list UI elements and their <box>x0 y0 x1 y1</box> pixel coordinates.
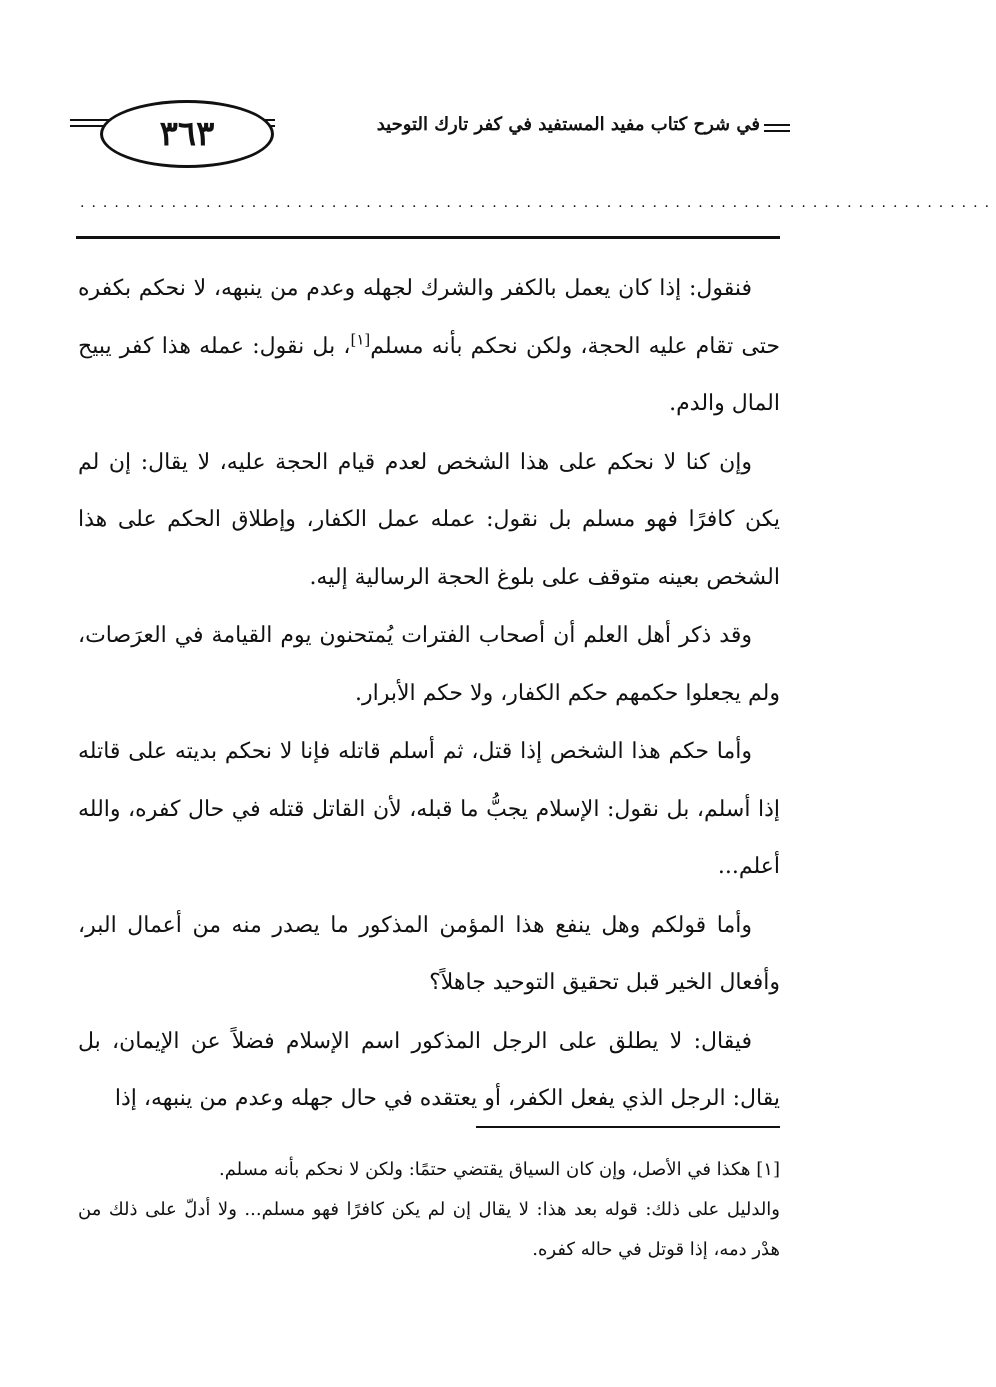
paragraph-6: فيقال: لا يطلق على الرجل المذكور اسم الإسلام فضلاً عن الإيمان، بل يقال: الرجل الذي يفعل الكفر، أو يعتقده في حال جهله وعدم من ينبهه، إذا <box>78 1028 780 1111</box>
paragraph-4: وأما حكم هذا الشخص إذا قتل، ثم أسلم قاتله فإنا لا نحكم بديته على قاتله إذا أسلم، بل نقول: الإسلام يجبُّ ما قبله، لأن القاتل قتله في حال كفره، والله أعلم... <box>78 739 780 879</box>
footnote-rule <box>476 1126 780 1128</box>
paragraph-2: وإن كنا لا نحكم على هذا الشخص لعدم قيام الحجة عليه، لا يقال: إن لم يكن كافرًا فهو مسلم بل نقول: عمله عمل الكفار، وإطلاق الحكم على هذا الشخص بعينه متوقف على بلوغ الحجة الرسالية إليه. <box>78 449 780 590</box>
paragraph-1 <box>78 260 780 433</box>
paragraph-3: وقد ذكر أهل العلم أن أصحاب الفترات يُمتحنون يوم القيامة في العرَصات، ولم يجعلوا حكمهم حكم الكفار، ولا حكم الأبرار. <box>78 623 780 706</box>
page-header <box>70 92 790 172</box>
dotted-separator: ................................................................................ <box>80 195 996 211</box>
page-number: ٣٦٣ <box>100 100 274 168</box>
footnote-1: [١] هكذا في الأصل، وإن كان السياق يقتضي حتمًا: ولكن لا نحكم بأنه مسلم. <box>218 1159 780 1180</box>
footnote-ref-1: [١] <box>350 330 371 349</box>
paragraph-1-text-b: ، بل نقول: عمله هذا كفر يبيح المال والدم. <box>78 333 780 416</box>
header-dash-second <box>764 130 790 132</box>
paragraph-1-text-a: فنقول: إذا كان يعمل بالكفر والشرك لجهله وعدم من ينبهه، لا نحكم بكفره حتى تقام عليه الحجة، ولكن نحكم بأنه مسلم <box>78 276 780 359</box>
main-text <box>78 260 780 1128</box>
top-rule <box>76 236 780 239</box>
footnote-1-continued: والدليل على ذلك: قوله بعد هذا: لا يقال إن لم يكن كافرًا فهو مسلم... ولا أدلّ على ذلك من هدْر دمه، إذا قوتل في حاله كفره. <box>78 1199 780 1260</box>
paragraph-5: وأما قولكم وهل ينفع هذا المؤمن المذكور ما يصدر منه من أعمال البر، وأفعال الخير قبل تحقيق التوحيد جاهلاً؟ <box>78 912 780 995</box>
footnotes <box>78 1150 780 1270</box>
header-dash <box>764 124 790 126</box>
running-title: في شرح كتاب مفيد المستفيد في كفر تارك التوحيد <box>376 114 760 135</box>
